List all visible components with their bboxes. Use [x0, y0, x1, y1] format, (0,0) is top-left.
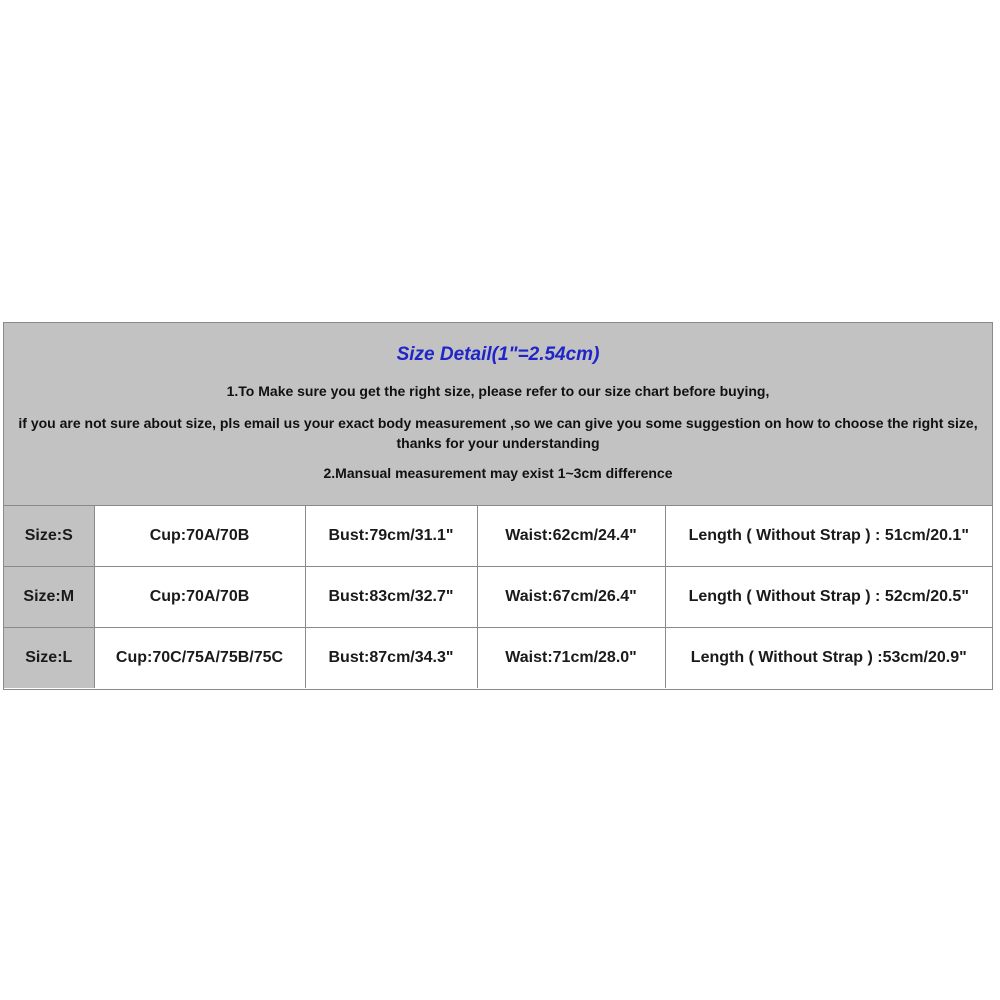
size-note-2: if you are not sure about size, pls email us your exact body measurement ,so we can give you some suggestion on how to choose the right size, thanks for your understanding — [18, 415, 978, 451]
waist-cell: Waist:71cm/28.0" — [477, 628, 665, 689]
table-row — [4, 567, 992, 628]
table-row — [4, 506, 992, 567]
length-cell: Length ( Without Strap ) :53cm/20.9" — [690, 649, 967, 666]
size-note-3: 2.Mansual measurement may exist 1~3cm difference — [323, 465, 673, 481]
size-label-cell: Size:M — [4, 567, 94, 628]
size-chart-panel — [3, 322, 993, 690]
bust-cell: Bust:79cm/31.1" — [305, 506, 477, 567]
size-label-cell: Size:S — [4, 506, 94, 567]
size-label-cell: Size:L — [4, 628, 94, 689]
cup-cell: Cup:70A/70B — [94, 506, 305, 567]
size-note-1: 1.To Make sure you get the right size, please refer to our size chart before buying, — [226, 383, 770, 399]
cup-cell: Cup:70A/70B — [94, 567, 305, 628]
waist-cell: Waist:62cm/24.4" — [477, 506, 665, 567]
cup-cell: Cup:70C/75A/75B/75C — [94, 628, 305, 689]
table-row — [4, 628, 992, 689]
size-detail-title: Size Detail(1"=2.54cm) — [396, 344, 600, 365]
length-cell: Length ( Without Strap ) : 51cm/20.1" — [665, 506, 992, 567]
waist-cell: Waist:67cm/26.4" — [477, 567, 665, 628]
length-cell: Length ( Without Strap ) : 52cm/20.5" — [665, 567, 992, 628]
size-notes-header — [4, 323, 992, 506]
bust-cell: Bust:83cm/32.7" — [305, 567, 477, 628]
size-table — [4, 506, 992, 688]
bust-cell: Bust:87cm/34.3" — [305, 628, 477, 689]
